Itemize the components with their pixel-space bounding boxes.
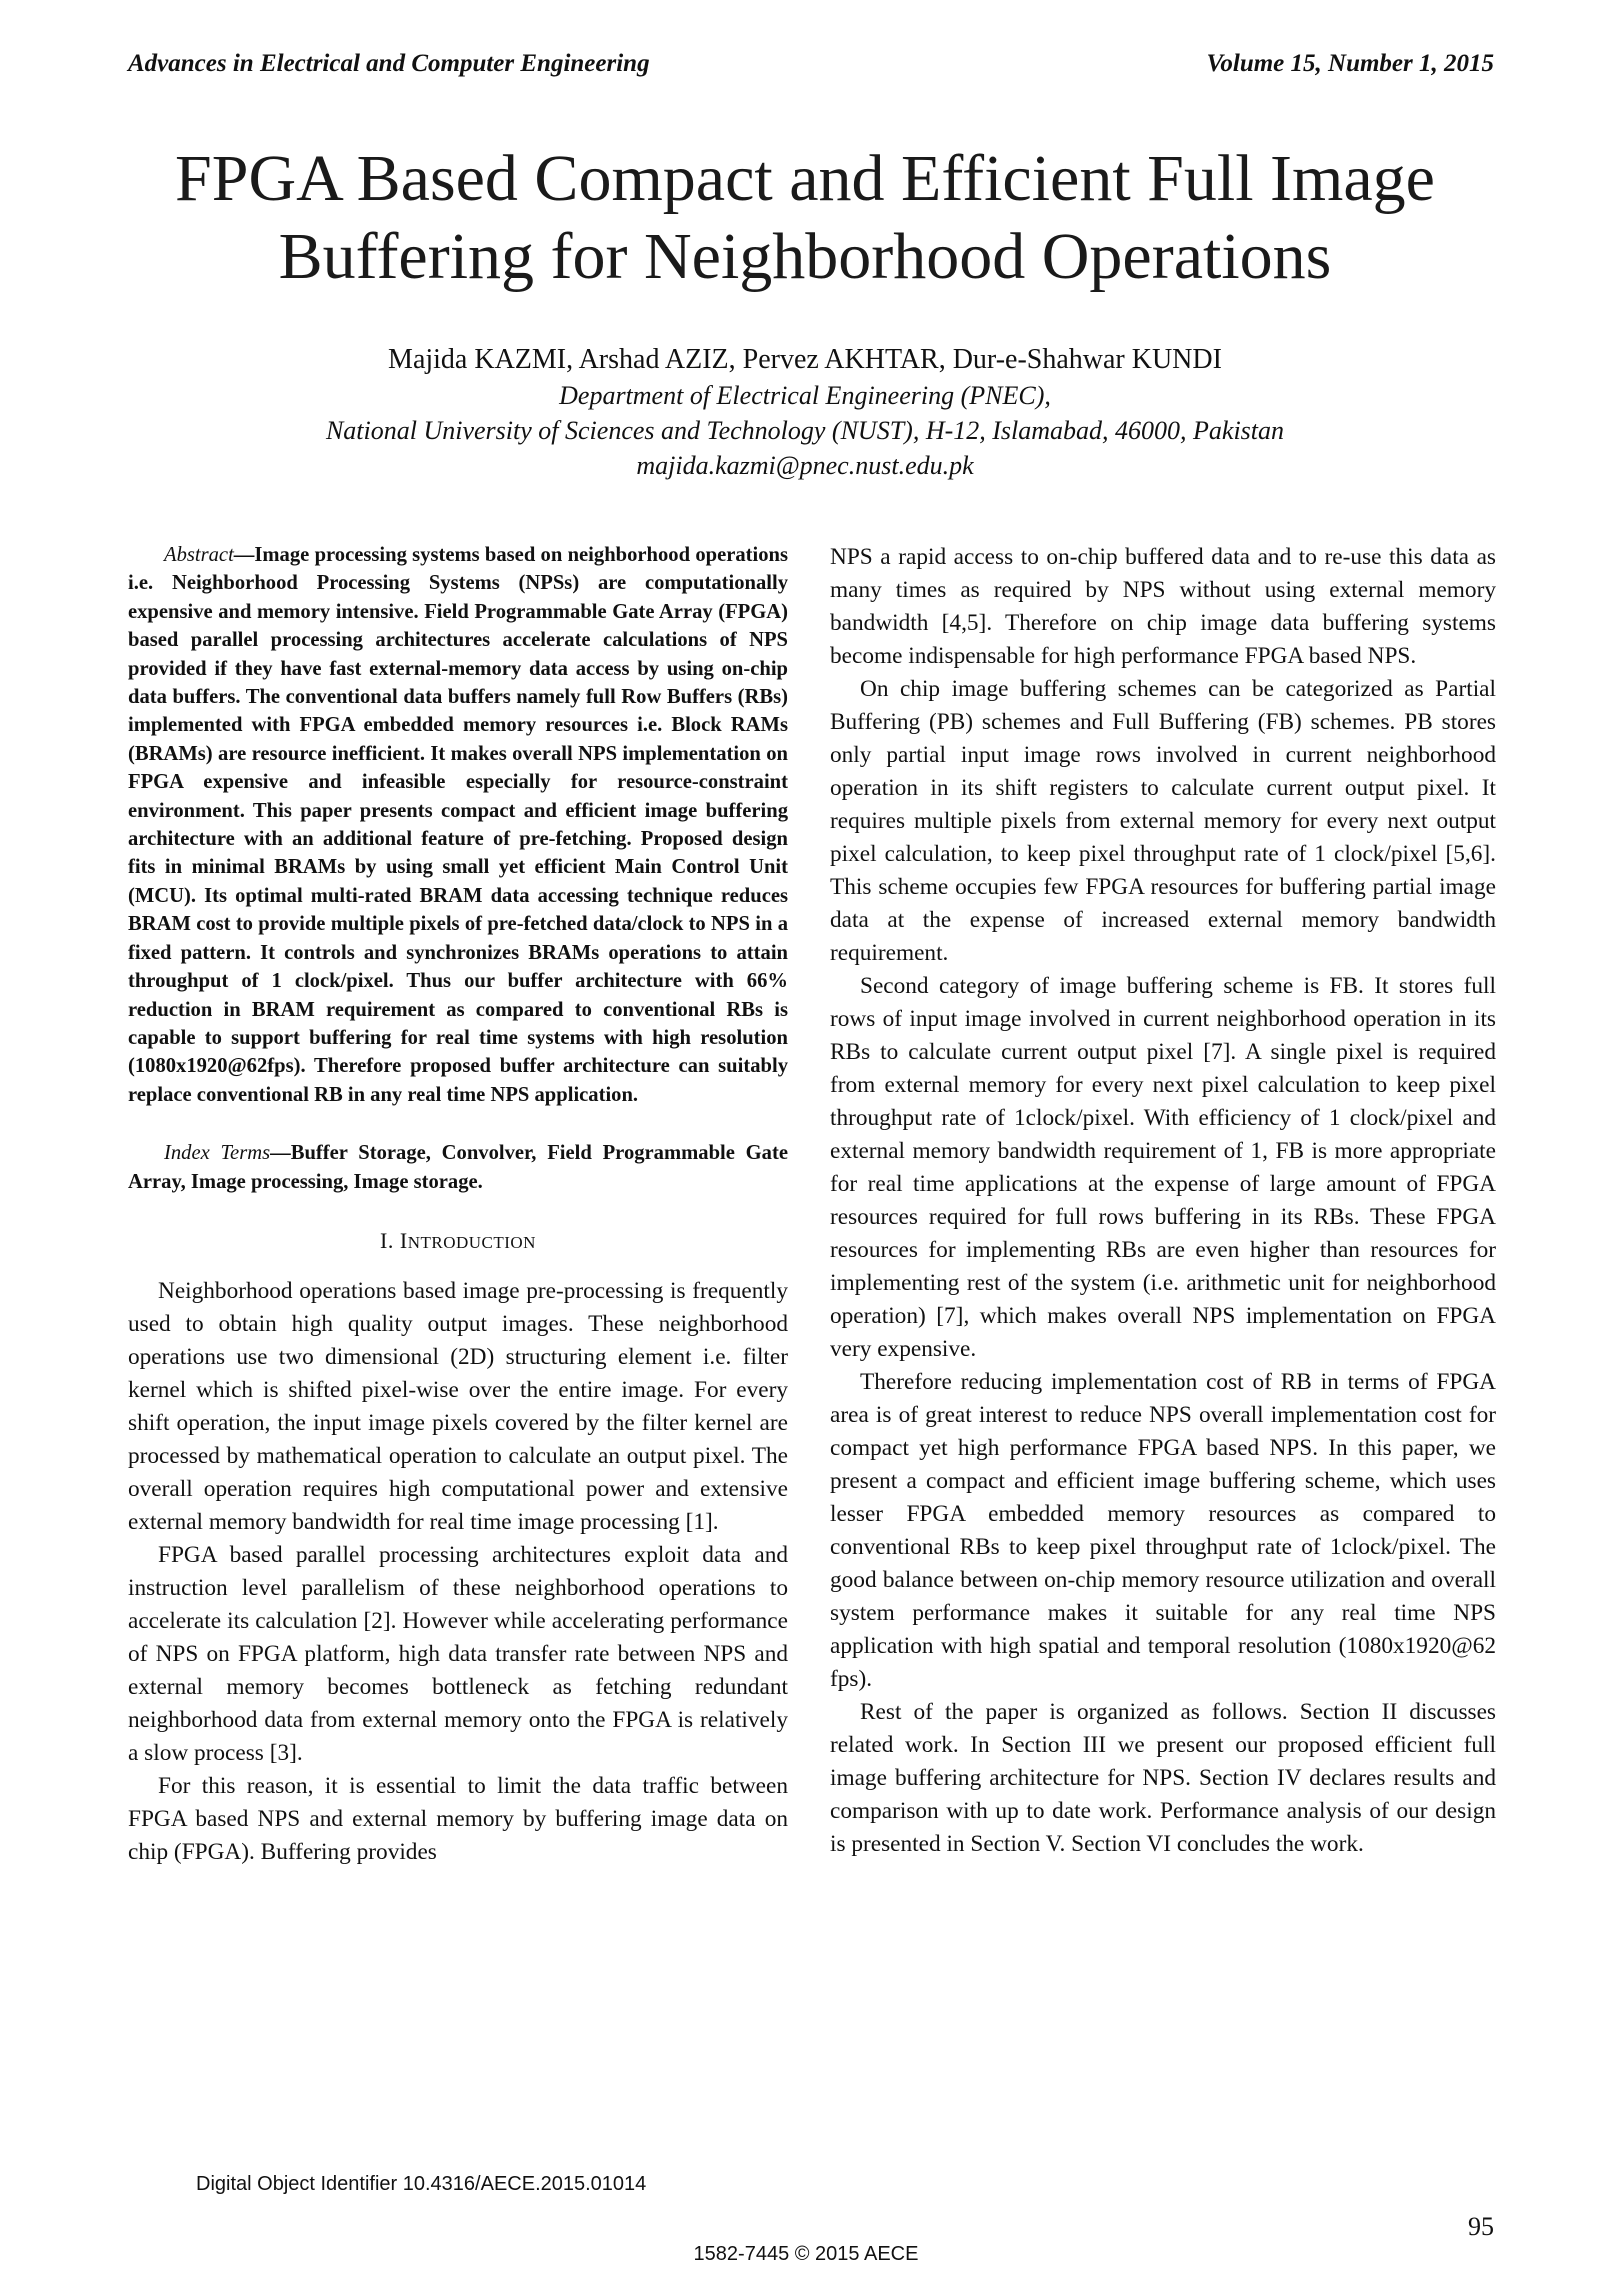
paragraph: Neighborhood operations based image pre-processing is frequently used to obtain high quality output images. These neighborhood operations use two dimensional (2D) structuring element i.e. filter kernel which is shifted pixel-wise over the entire image. For every shift operation, the input image pixels covered by the filter kernel are processed by mathematical operation to calculate an output pixel. The overall operation requires high computational power and extensive external memory bandwidth for real time image processing [1].	[128, 1277, 788, 1535]
paragraph: NPS a rapid access to on-chip buffered data and to re-use this data as many times as required by NPS without using external memory bandwidth [4,5]. Therefore on chip image data buffering systems become indispensable for high performance FPGA based NPS.	[830, 544, 1496, 669]
paragraph: Rest of the paper is organized as follows. Section II discusses related work. In Section III we present our proposed efficient full image buffering architecture for NPS. Section IV declares results and comparison with up to date work. Performance analysis of our design is presented in Section V. Section VI concludes the work.	[830, 1699, 1496, 1857]
paragraph: Second category of image buffering scheme is FB. It stores full rows of input image involved in current neighborhood operation in its RBs to calculate current output pixel [7]. A single pixel is required from external memory for every next pixel calculation to keep pixel throughput rate of 1clock/pixel. With efficiency of 1 clock/pixel and external memory bandwidth requirement of 1, FB is more appropriate for real time applications at the expense of large amount of FPGA resources required for full rows buffering in its RBs. These FPGA resources for implementing RBs are even higher than resources for implementing rest of the system (i.e. arithmetic unit for neighborhood operation) [7], which makes overall NPS implementation on FPGA very expensive.	[830, 973, 1496, 1362]
journal-name: Advances in Electrical and Computer Engineering	[128, 50, 650, 77]
volume-info: Volume 15, Number 1, 2015	[1206, 50, 1494, 77]
issn-copyright: 1582-7445 © 2015 AECE	[693, 2243, 919, 2265]
page-number: 95	[1468, 2212, 1494, 2241]
index-terms-text: —Buffer Storage, Convolver, Field Programmable Gate Array, Image processing, Image storage.	[128, 1142, 788, 1193]
abstract-label: Abstract	[164, 544, 234, 566]
paragraph: FPGA based parallel processing architectures exploit data and instruction level parallelism of these neighborhood operations to accelerate its calculation [2]. However while accelerating performance of NPS on FPGA platform, high data transfer rate between NPS and external memory becomes bottleneck as fetching redundant neighborhood data from external memory onto the FPGA is relatively a slow process [3].	[128, 1541, 788, 1766]
abstract-text: —Image processing systems based on neighborhood operations i.e. Neighborhood Processing Systems (NPSs) are computationally expensive and memory intensive. Field Programmable Gate Array (FPGA) based parallel processing architectures accelerate calculations of NPS provided if they have fast external-memory data access by using on-chip data buffers. The conventional data buffers namely full Row Buffers (RBs) implemented with FPGA embedded memory resources i.e. Block RAMs (BRAMs) are resource inefficient. It makes overall NPS implementation on FPGA expensive and infeasible especially for resource-constraint environment. This paper presents compact and efficient image buffering architecture with an additional feature of pre-fetching. Proposed design fits in minimal BRAMs by using small yet efficient Main Control Unit (MCU). Its optimal multi-rated BRAM data accessing technique reduces BRAM cost to provide multiple pixels of pre-fetched data/clock to NPS in a fixed pattern. It controls and synchronizes BRAMs operations to attain throughput of 1 clock/pixel. Thus our buffer architecture with 66% reduction in BRAM requirement as compared to conventional RBs is capable to support buffering for real time systems with high resolution (1080x1920@62fps). Therefore proposed buffer architecture can suitably replace conventional RB in any real time NPS application.	[128, 544, 788, 1106]
title-line-2: Buffering for Neighborhood Operations	[278, 220, 1332, 293]
right-column	[830, 541, 1496, 1861]
paragraph: For this reason, it is essential to limit the data traffic between FPGA based NPS and external memory by buffering image data on chip (FPGA). Buffering provides	[128, 1772, 788, 1865]
section-number: I.	[380, 1227, 400, 1253]
section-heading-introduction	[128, 1224, 788, 1259]
paragraph: On chip image buffering schemes can be categorized as Partial Buffering (PB) schemes and Full Buffering (FB) schemes. PB stores only partial input image rows involved in current neighborhood operation in its shift registers to calculate current output pixel. It requires multiple pixels from external memory for every next output pixel calculation, to keep pixel throughput rate of 1 clock/pixel [5,6]. This scheme occupies few FPGA resources for buffering partial image data at the expense of increased external memory bandwidth requirement.	[830, 676, 1496, 966]
doi: Digital Object Identifier 10.4316/AECE.2015.01014	[196, 2173, 647, 2195]
abstract	[128, 541, 788, 1109]
affiliation-university: National University of Sciences and Technology (NUST), H-12, Islamabad, 46000, Pakistan	[325, 416, 1285, 445]
paragraph: Therefore reducing implementation cost of RB in terms of FPGA area is of great interest to reduce NPS overall implementation cost for compact yet high performance FPGA based NPS. In this paper, we present a compact and efficient image buffering scheme, which uses lesser FPGA embedded memory resources as compared to conventional RBs to keep pixel throughput rate of 1clock/pixel. The good balance between on-chip memory resource utilization and overall system performance makes it suitable for any real time NPS application with high spatial and temporal resolution (1080x1920@62 fps).	[830, 1369, 1496, 1692]
section-first-letter: I	[399, 1227, 408, 1253]
title-line-1: FPGA Based Compact and Efficient Full Image	[175, 142, 1435, 215]
index-terms	[128, 1139, 788, 1196]
index-terms-label: Index Terms	[164, 1142, 271, 1165]
paper-title	[110, 140, 1500, 296]
author-list: Majida KAZMI, Arshad AZIZ, Pervez AKHTAR, Dur-e-Shahwar KUNDI	[388, 344, 1222, 375]
affiliation-department: Department of Electrical Engineering (PNEC),	[559, 381, 1051, 410]
author-email: majida.kazmi@pnec.nust.edu.pk	[636, 451, 974, 480]
section-title-rest: NTRODUCTION	[407, 1232, 536, 1252]
left-column	[128, 541, 788, 1869]
